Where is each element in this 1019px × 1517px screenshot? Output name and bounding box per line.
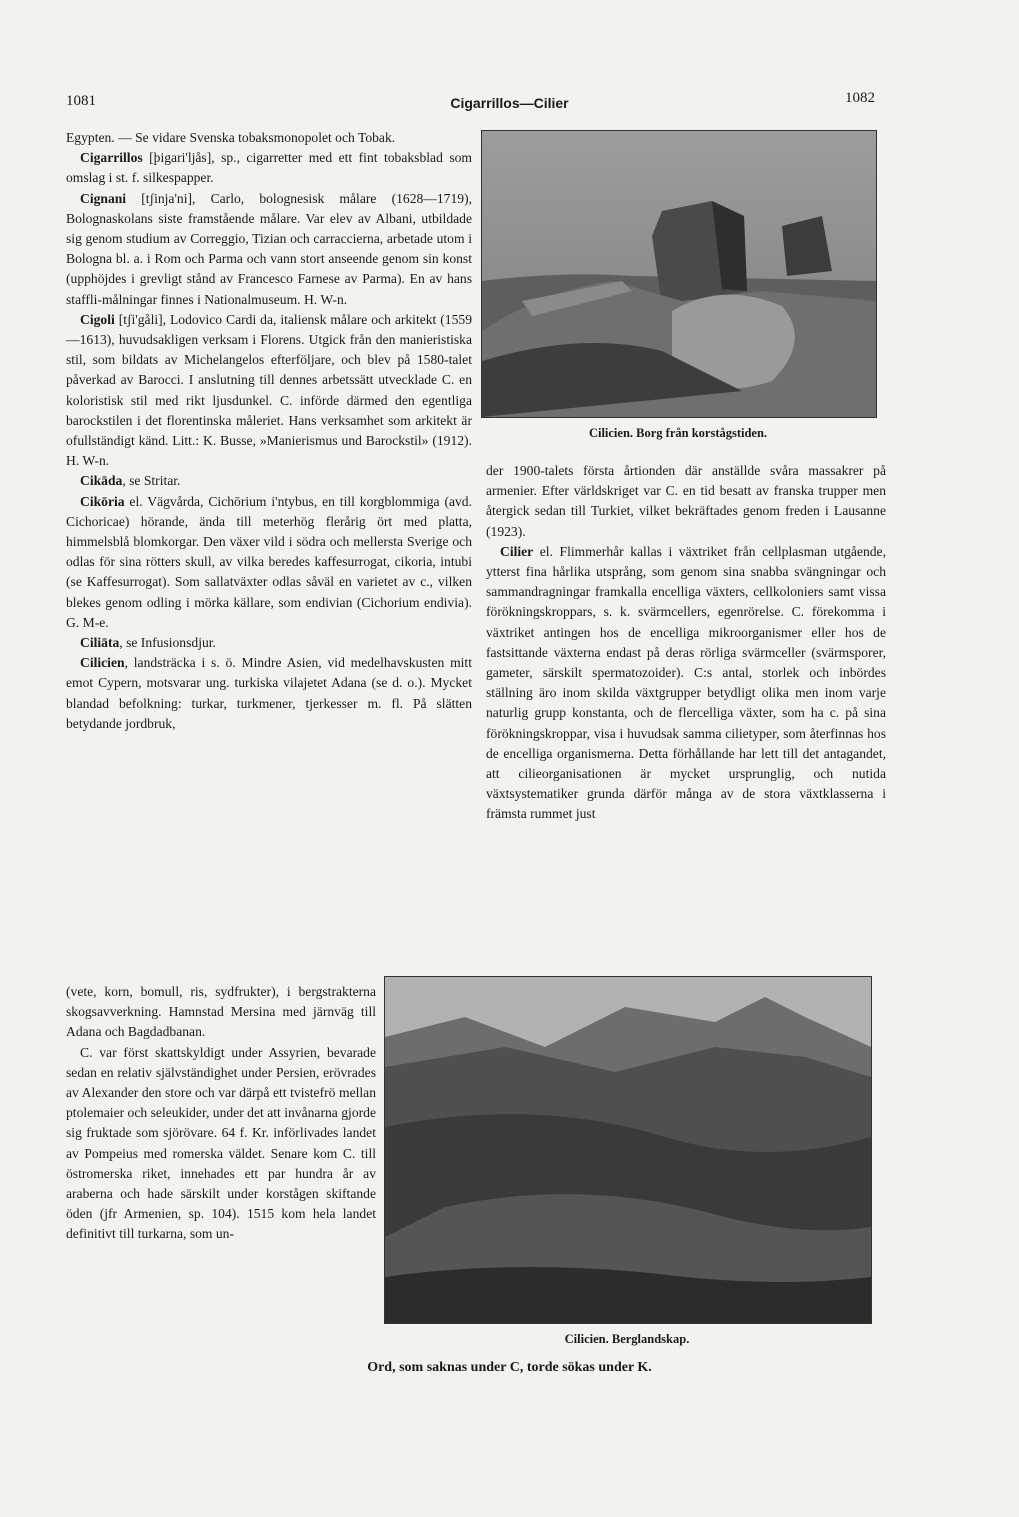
left-column xyxy=(66,128,472,734)
entry: Cignani [tʃinja'ni], Carlo, bolognesisk målare (1628—1719), Bolognaskolans siste framstående målare. Var elev av Albani, utbildade sig genom studium av Correggio, Tizian och carraccierna, arbetade utom i Bologna bl. a. i Rom och Parma och vann stort anseende genom sin konst (upphöjdes i grevligt stånd av Francesco Farnese av Parma). En av hans staffli-målningar finnes i Nationalmuseum. H. W-n. xyxy=(66,190,472,307)
page-number-left: 1081 xyxy=(66,93,96,109)
entry-continuation: (vete, korn, bomull, ris, sydfrukter), i bergstrakterna skogsavverkning. Hamnstad Mersina med järnväg till Adana och Bagdadbanan. xyxy=(66,984,376,1040)
running-title: Cigarrillos—Cilier xyxy=(450,95,569,111)
entry: Cikōria el. Vägvårda, Cichōrium i'ntybus, en till korgblommiga (avd. Cichoricae) hörande, ända till meterhög flerårig ört med platta, himmelsblå blomkorgar. Den växer vild i södra och mellersta Sverige och odlas för sina rötters skull, av vilka beredes kaffesurrogat, cikoria, intubi (se Kaffesurrogat). Som sallatväxter odlas såväl en varietet av c., vilken blekes genom odling i mörka källare, som endivian (Cichorium endivia). G. M-e. xyxy=(66,493,472,630)
footer-note: Ord, som saknas under C, torde sökas under K. xyxy=(367,1360,652,1375)
castle-photo xyxy=(481,130,877,418)
page-number-right: 1082 xyxy=(845,90,875,106)
entry: Cigarrillos [þigari'ljås], sp., cigarretter med ett fint tobaksblad som omslag i st. f. silkespapper. xyxy=(66,150,472,186)
entry: Cikāda, se Stritar. xyxy=(80,473,181,489)
entry: Cilicien, landsträcka i s. ö. Mindre Asien, vid medelhavskusten mitt emot Cypern, motsvarar ung. turkiska vilajetet Adana (se d. o.). Mycket blandad befolkning: turkar, turkmener, tjerkesser m. fl. På slätten betydande jordbruk, xyxy=(66,655,472,731)
right-column xyxy=(486,461,886,825)
wrap-column xyxy=(66,982,376,1245)
entry: Cigoli [tʃi'gåli], Lodovico Cardi da, italiensk målare och arkitekt (1559—1613), huvudsakligen verksam i Florens. Utgick från den manieristiska stil, som bildats av Michelangelos efterföljare, och blev på 1580-talet påverkad av Barocci. I anslutning till dennes arbetssätt utvecklade C. en koloristisk stil med rikt ljusdunkel. C. införde därmed den egentliga barockstilen i det florentinska måleriet. Hans verksamhet som arkitekt är ofullständigt känd. Litt.: K. Busse, »Manierismus und Barockstil» (1912). H. W-n. xyxy=(66,311,472,469)
landscape-caption: Cilicien. Berglandskap. xyxy=(564,1332,690,1346)
entry: Cilier el. Flimmerhår kallas i växtriket från cellplasman utgående, ytterst fina hårlika utsprång, som genom sina snabba svängningar och sammandragningar framkalla encelliga växters, cellkoloniers samt vissa förökningskroppars, s. k. svärmcellers, egenrörelse. C. förekomma i växtriket antingen hos de encelliga mikroorganismer eller hos de fastsittande växterna endast på deras rörliga svärmceller (svärmsporer, gameter, särskilt spermatozoider). C:s antal, storlek och inbördes ställning äro inom skilda växtgrupper betydligt olika men inom varje naturlig grupp konstanta, och de flercelliga växter, som ha c. på sina förökningskroppar, visa i huvudsak samma cilietyper, som återfinnas hos de encelliga organismerna. Detta förhållande har lett till det antagandet, att cilieorganisationen är mycket ursprunglig, och nutida växtsystematiker grunda därför många av de stora växtklasserna i främsta rummet just xyxy=(486,543,886,822)
landscape-photo xyxy=(384,976,872,1324)
castle-caption: Cilicien. Borg från korstågstiden. xyxy=(588,426,768,440)
entry-continuation: C. var först skattskyldigt under Assyrien, bevarade sedan en relativ självständighet under Persien, erövrades av Alexander den store och var därpå ett tvistefrö mellan ptolemaier och seleukider, under det att invånarna gjorde sig fruktade som sjörövare. 64 f. Kr. införlivades landet av Pompeius med romerska väldet. Senare kom C. till östromerska riket, innehades ett par hundra år av araberna och hade särskilt under korstågen skiftande öden (jfr Armenien, sp. 104). 1515 kom hela landet definitivt till turkarna, som un- xyxy=(66,1044,376,1242)
entry-continuation: der 1900-talets första årtionden där anställde svåra massakrer på armenier. Efter världskriget var C. en tid besatt av franska trupper men återgick sedan till Turkiet, vilket bekräftades genom freden i Lausanne (1923). xyxy=(486,463,886,539)
entry: Egypten. — Se vidare Svenska tobaksmonopolet och Tobak. xyxy=(66,130,396,145)
entry: Ciliāta, se Infusionsdjur. xyxy=(80,635,216,651)
